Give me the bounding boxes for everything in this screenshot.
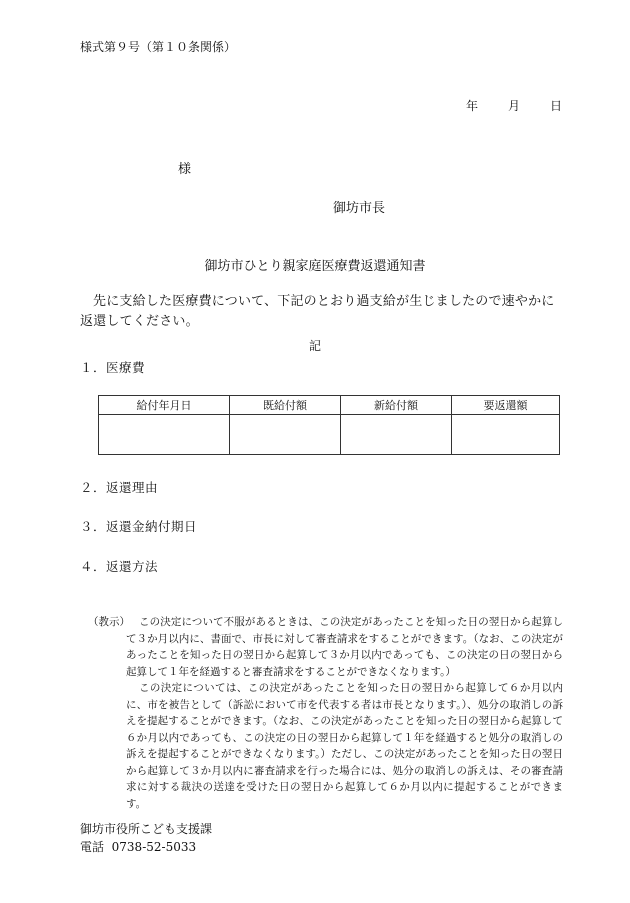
issuer: 御坊市長	[333, 201, 386, 216]
date-month-label: 月	[508, 99, 521, 113]
addressee-honorific: 様	[178, 162, 192, 177]
department-name: 御坊市役所こども支援課	[80, 822, 213, 836]
cell-payment-date	[99, 415, 230, 455]
fee-table-header-row	[99, 396, 560, 415]
intro-paragraph: 先に支給した医療費について、下記のとおり過支給が生じましたので速やかに返還してください。	[80, 294, 555, 329]
phone-line	[80, 838, 196, 855]
cell-new-amount	[341, 415, 452, 455]
header-refund-amount: 要返還額	[452, 396, 560, 415]
cell-refund-amount	[452, 415, 560, 455]
appeal-notice	[88, 614, 563, 812]
section-refund-method	[80, 557, 158, 575]
header-existing-amount: 既給付額	[230, 396, 341, 415]
phone-label: 電話	[80, 840, 105, 854]
section-medical-expenses	[80, 358, 145, 376]
header-new-amount: 新給付額	[341, 396, 452, 415]
section-payment-deadline	[80, 517, 197, 535]
section-label: 医療費	[106, 360, 146, 375]
cell-existing-amount	[230, 415, 341, 455]
section-label: 返還方法	[106, 559, 159, 574]
document-title: 御坊市ひとり親家庭医療費返還通知書	[204, 259, 426, 274]
section-number: １．	[80, 360, 107, 375]
notice-label: （教示）	[88, 616, 130, 628]
table-row	[99, 415, 560, 455]
section-label: 返還金納付期日	[106, 519, 198, 534]
date-line	[466, 97, 562, 114]
header-payment-date: 給付年月日	[99, 396, 230, 415]
date-day-label: 日	[550, 99, 563, 113]
section-label: 返還理由	[106, 480, 159, 495]
ki-marker: 記	[308, 339, 321, 353]
phone-number: 0738-52-5033	[111, 840, 197, 854]
section-number: ３．	[80, 519, 107, 534]
section-number: ４．	[80, 559, 107, 574]
notice-paragraph-review: この決定について不服があるときは、この決定があったことを知った日の翌日から起算して３か月以内に、書面で、市長に対して審査請求をすることができます。（なお、この決定があったことを知った日の翌日から起算して３か月以内であっても、この決定の日の翌日から起算して１年を経過すると審査請求をすることができなくなります。）	[126, 616, 563, 678]
fee-table	[98, 395, 560, 455]
date-year-label: 年	[466, 99, 479, 113]
form-number: 様式第９号（第１０条関係）	[80, 40, 237, 54]
section-refund-reason	[80, 478, 158, 496]
notice-paragraph-lawsuit: この決定については、この決定があったことを知った日の翌日から起算して６か月以内に、市を被告として（訴訟において市を代表する者は市長となります。）、処分の取消しの訴えを提起することができます。（なお、この決定があったことを知った日の翌日から起算して６か月以内であっても、この決定の日の翌日から起算して１年を経過すると処分の取消しの訴えを提起することができなくなります。）ただし、この決定があったことを知った日の翌日から起算して３か月以内に審査請求を行った場合には、処分の取消しの訴えは、その審査請求に対する裁決の送達を受けた日の翌日から起算して６か月以内に提起することができます。	[126, 682, 563, 810]
section-number: ２．	[80, 480, 107, 495]
